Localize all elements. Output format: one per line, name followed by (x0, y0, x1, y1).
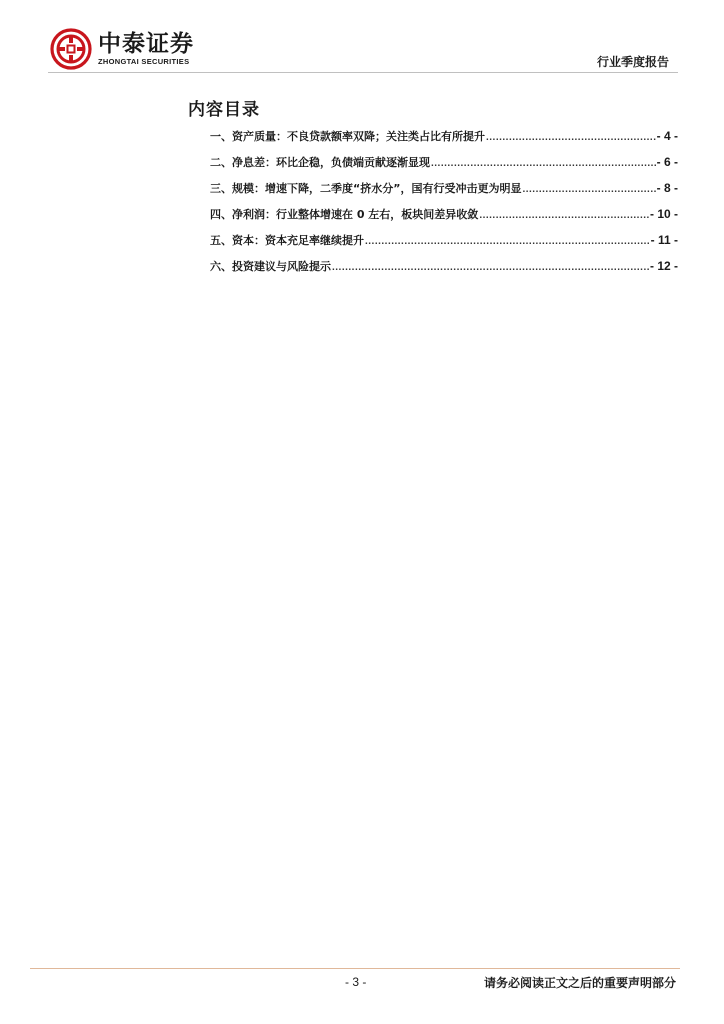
toc-title: 内容目录 (188, 100, 260, 120)
toc-entry[interactable] (210, 232, 678, 258)
toc-entry-page: - 12 - (649, 259, 678, 273)
toc-dot-leader (332, 262, 649, 273)
toc-dot-leader (479, 210, 649, 221)
toc-entry[interactable] (210, 154, 678, 180)
toc-entry[interactable] (210, 206, 678, 232)
header-divider (48, 72, 678, 73)
toc-dot-leader (522, 184, 655, 195)
toc-entry-page: - 10 - (649, 207, 678, 221)
toc-entry-title: 四、净利润：行业整体增速在 0 左右，板块间差异收敛 (210, 208, 479, 221)
toc-entry-title: 二、净息差：环比企稳，负债端贡献逐渐显现 (210, 156, 430, 169)
zhongtai-logo-icon (50, 28, 92, 70)
toc-entry-page: - 6 - (656, 155, 678, 169)
report-type-label: 行业季度报告 (596, 55, 669, 69)
toc-entry-page: - 4 - (656, 129, 678, 143)
toc-entry-page: - 11 - (650, 233, 678, 247)
toc-dot-leader (365, 236, 650, 247)
toc-entry-title: 三、规模：增速下降，二季度“挤水分”，国有行受冲击更为明显 (210, 182, 522, 195)
logo-chinese-name: 中泰证券 (98, 31, 194, 57)
table-of-contents (210, 128, 678, 284)
page-number: - 3 - (345, 975, 367, 989)
footer-disclaimer: 请务必阅读正文之后的重要声明部分 (483, 976, 676, 990)
toc-entry-title: 五、资本：资本充足率继续提升 (210, 234, 364, 247)
toc-entry[interactable] (210, 180, 678, 206)
toc-entry-page: - 8 - (656, 181, 678, 195)
logo-english-name: ZHONGTAI SECURITIES (98, 57, 190, 66)
company-logo (50, 28, 194, 70)
toc-entry[interactable] (210, 258, 678, 284)
logo-text (98, 31, 194, 67)
toc-dot-leader (486, 132, 656, 143)
toc-dot-leader (431, 158, 656, 169)
toc-entry[interactable] (210, 128, 678, 154)
footer-divider (30, 968, 680, 969)
toc-entry-title: 六、投资建议与风险提示 (210, 260, 331, 273)
toc-entry-title: 一、资产质量：不良贷款额率双降；关注类占比有所提升 (210, 130, 485, 143)
page-header (0, 0, 724, 78)
